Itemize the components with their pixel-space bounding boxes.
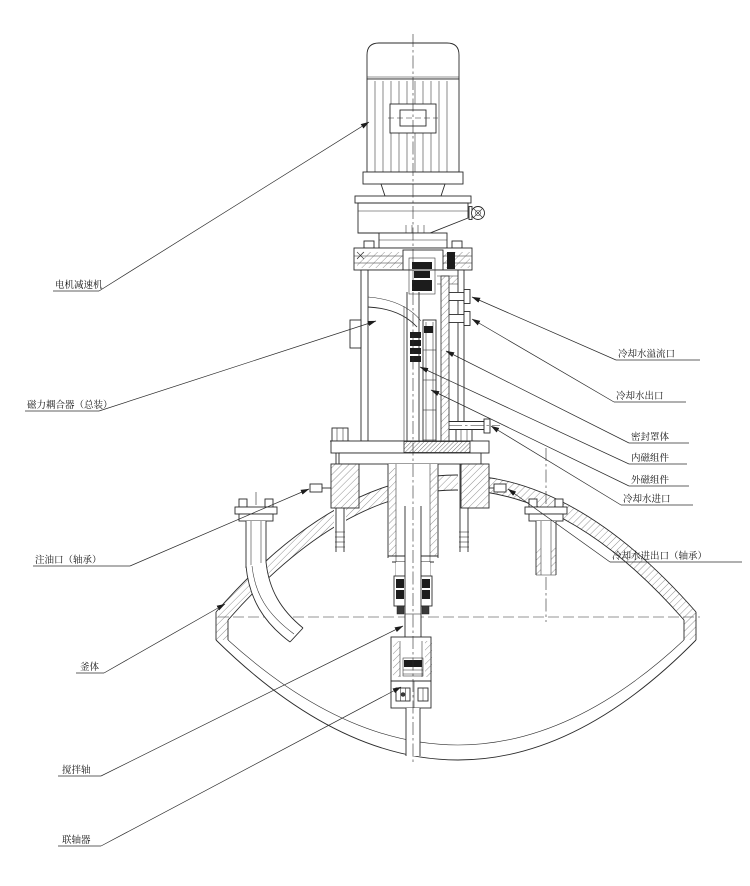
- label-seal-housing: 密封罩体: [631, 432, 670, 443]
- housing-tab: [350, 320, 361, 348]
- label-motor-reducer: 电机减速机: [55, 280, 103, 291]
- overflow-pipe-cap: [464, 290, 470, 304]
- label-outer-magnet: 外磁组件: [631, 475, 670, 486]
- coupling-bolt: [396, 688, 410, 701]
- inlet-pipe-cap: [484, 419, 490, 433]
- label-oil-port-bearing: 注油口（轴承）: [35, 555, 102, 566]
- cooling-nozzle: [525, 448, 567, 622]
- label-magnetic-coupler: 磁力耦合器（总装）: [27, 400, 113, 411]
- eyebolt: [469, 207, 485, 220]
- oil-fitting: [310, 484, 331, 492]
- coupling-assembly: [391, 637, 432, 756]
- label-agitator-shaft: 搅拌轴: [62, 765, 91, 776]
- label-cooling-inout-bearing: 冷却水进出口（轴承）: [612, 551, 708, 562]
- label-cooling-overflow: 冷却水溢流口: [618, 349, 676, 360]
- label-coupling: 联轴器: [62, 835, 91, 846]
- outlet-pipe-cap: [464, 312, 470, 326]
- gear-reducer: [355, 196, 485, 248]
- label-kettle-body: 釜体: [80, 662, 100, 673]
- label-cooling-inlet: 冷却水进口: [623, 494, 671, 505]
- label-inner-magnet: 内磁组件: [631, 453, 670, 464]
- label-cooling-outlet: 冷却水出口: [616, 391, 664, 402]
